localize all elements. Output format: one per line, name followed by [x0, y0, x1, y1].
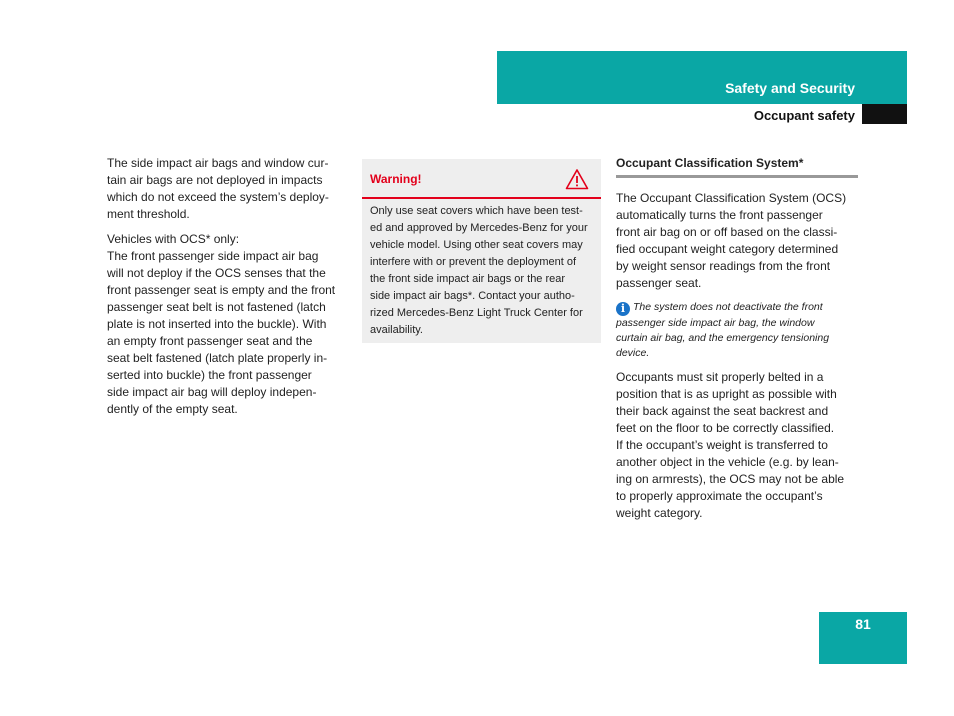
ocs-heading: Occupant Classification System* [616, 155, 858, 178]
warning-box [362, 159, 601, 343]
paragraph-ocs-vehicles: Vehicles with OCS* only: The front passenger side impact air bag will not deploy if the OCS senses that the front passenger seat is empty and the front passenger seat belt is not fastened (latch plate is not inserted into the buckle). With an empty front passenger seat and the seat belt fastened (latch plate properly in- serted into buckle) the front passenger side impact air bag will deploy indepen- dently of the empty seat. [107, 232, 336, 416]
warning-text: Only use seat covers which have been test- ed and approved by Mercedes-Benz for your vehicle model. Using other seat covers may interfere with or prevent the deployment of the front side impact air bags or the rear side impact air bags*. Contact your autho- rized Mercedes-Benz Light Truck Center for availability. [370, 205, 588, 336]
info-note [616, 300, 858, 361]
subsection-title: Occupant safety [753, 108, 855, 123]
section-tab-marker [862, 104, 907, 124]
page-number-box [819, 612, 907, 664]
warning-label: Warning! [370, 172, 422, 186]
paragraph-deployment-threshold: The side impact air bags and window cur- tain air bags are not deployed in impacts which do not exceed the system’s deploy- ment threshold. [107, 156, 329, 221]
paragraph-ocs-description: The Occupant Classification System (OCS) automatically turns the front passenger front air bag on or off based on the classi- fied occupant weight category determined by weight sensor readings from the front passenger seat. [616, 191, 847, 290]
paragraph-occupant-position: Occupants must sit properly belted in a position that is as upright as possible with their back against the seat backrest and feet on the floor to be correctly classified. If the occupant’s weight is transferred to another object in the vehicle (e.g. by lean- ing on armrests), the OCS may not be able to properly approximate the occupant’s weight category. [616, 370, 845, 520]
right-column [616, 155, 858, 530]
warning-triangle-icon [565, 168, 589, 190]
page-number: 81 [855, 616, 871, 632]
info-icon: i [616, 302, 630, 316]
warning-header [362, 159, 601, 199]
header-band [497, 51, 907, 104]
info-note-text: The system does not deactivate the front passenger side impact air bag, the window curtain air bag, and the emergency tensioning device. [616, 301, 830, 359]
section-title: Safety and Security [725, 80, 855, 96]
left-column [107, 155, 347, 426]
